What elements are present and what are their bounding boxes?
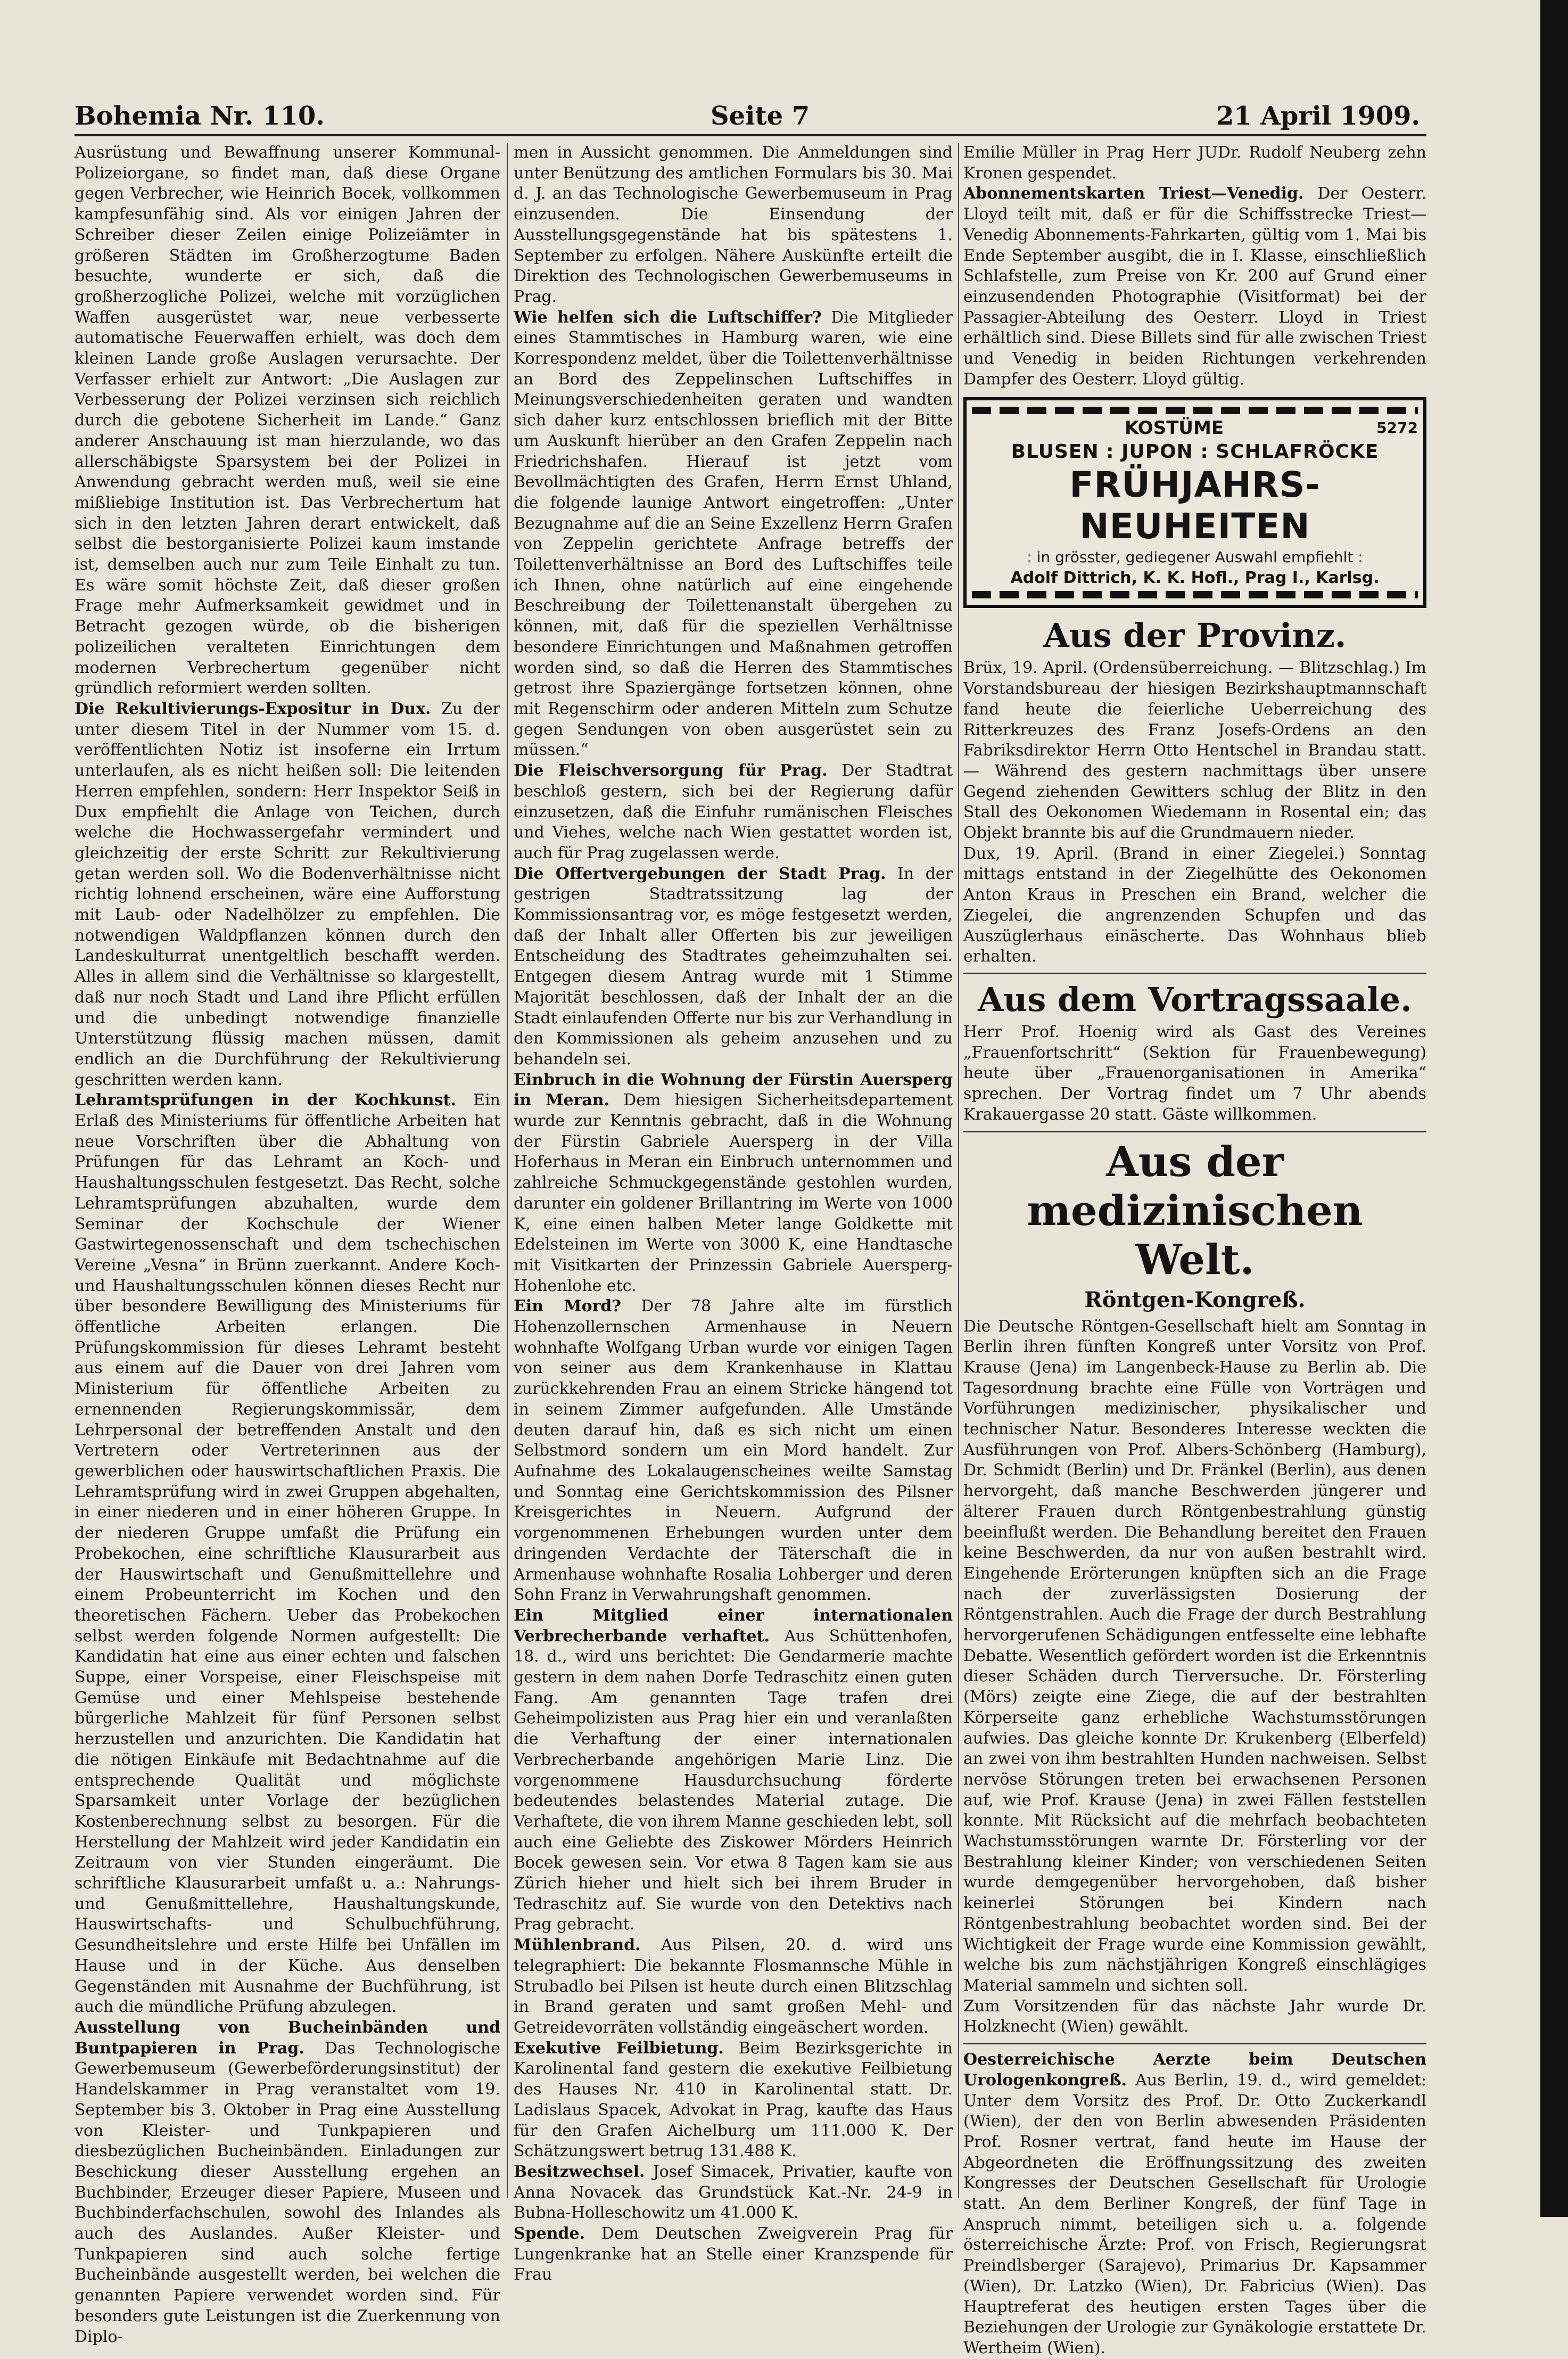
article: [514, 1070, 953, 1297]
article-text: Die Deutsche Röntgen-Gesellschaft hielt am Sonntag in Berlin ihren fünften Kongreß unter Vorsitz von Prof. Krause (Jena) im Langenbeck-Hause zu Berlin ab. Die Tagesordnung brachte eine Fülle von Vorträgen und Vorführungen medizinischer, physikalischer und technischer Natur. Besonderes Interesse weckten die Ausführungen von Prof. Albers-Schönberg (Hamburg), Dr. Schmidt (Berlin) und Dr. Fränkel (Berlin), aus denen hervorgeht, daß manche Beschwerden jüngerer und älterer Frauen durch Röntgenbestrahlung günstig beeinflußt werden. Die Behandlung bereitet den Frauen keine Beschwerden, da nur von außen bestrahlt wird. Eingehende Erörterungen knüpften sich an die Frage nach der zuverlässigsten Dosierung der Röntgenstrahlen. Auch die Frage der durch Bestrahlung hervorgerufenen Schädigungen entfesselte eine lebhafte Debatte. Wesentlich gefördert worden ist die Erkenntnis dieser Schäden durch Tierversuche. Dr. Försterling (Mörs) zeigte eine Ziege, die auf der bestrahlten Körperseite ganz erhebliche Wachstumsstörungen aufwies. Das gleiche konnte Dr. Krukenberg (Elberfeld) an zwei von ihm bestrahlten Hunden nachweisen. Selbst nervöse Störungen treten bei erwachsenen Personen auf, wie Prof. Krause (Jena) in zwei Fällen feststellen konnte. Mit Rücksicht auf die mehrfach beobachteten Wachstumsstörungen warnte Dr. Försterling vor der Bestrahlung kleiner Kinder; von verschiedenen Seiten wurde demgegenüber hervorgehoben, daß bisher keinerlei Störungen bei Kindern nach Röntgenbestrahlung beobachtet worden sind. Bei der Wichtigkeit der Frage wurde eine Kommission gewählt, welche bis zum nächstjährigen Kongreß einschlägiges Material sammeln und sichten soll.: [963, 1317, 1426, 1995]
article-text: Dux, 19. April. (Brand in einer Ziegelei.) Sonntag mittags entstand in der Ziegelhütte des Oekonomen Anton Kraus in Preschen ein Brand, welcher die Ziegelei, die angrenzenden Schupfen und das Auszüglerhaus einäscherte. Das Wohnhaus blieb erhalten.: [963, 844, 1426, 966]
header-date: 21 April 1909.: [1216, 101, 1421, 131]
article: [963, 2050, 1426, 2359]
article: [963, 844, 1426, 967]
article-text: Beim Bezirksgerichte in Karolinental fand gestern die exekutive Feilbietung des Hauses Nr. 410 in Karolinental statt. Dr. Ladislaus Spacek, Advokat in Prag, kaufte das Haus für den Grafen Aichelburg um 111.000 K. Der Schätzungswert betrug 131.488 K.: [514, 2039, 953, 2161]
scan-edge-bar: [1540, 0, 1568, 2217]
column-1: [75, 143, 500, 2346]
column-divider: [958, 143, 959, 2198]
section-heading-vortragssaale: Aus dem Vortragssaale.: [978, 980, 1412, 1019]
column-divider: [507, 143, 508, 2198]
article: [75, 1090, 500, 2018]
article-text: men in Aussicht genommen. Die Anmeldungen sind unter Benützung des amtlichen Formulars bis 30. Mai d. J. an das Technologische Gewerbemuseum in Prag einzusenden. Die Einsendung der Ausstellungsgegenstände hat bis spätestens 1. September zu erfolgen. Nähere Auskünfte erteilt die Direktion des Technologischen Gewerbemuseums in Prag.: [514, 143, 953, 306]
ad-kostueme-text: KOSTÜME: [1124, 417, 1224, 439]
article-heading: Exekutive Feilbietung.: [514, 2039, 724, 2058]
article-heading: Mühlenbrand.: [514, 1936, 641, 1955]
article: [514, 1935, 953, 2039]
article-text: Emilie Müller in Prag Herr JUDr. Rudolf Neuberg zehn Kronen gespendet.: [963, 143, 1426, 183]
article: [514, 1606, 953, 1935]
article-text: Ausrüstung und Bewaffnung unserer Kommunal-Polizeiorgane, so findet man, daß diese Organe gegen Verbrecher, wie Heinrich Bocek, vollkommen kampfesunfähig sind. Als vor einigen Jahren der Schreiber dieser Zeilen einige Polizeiämter in größeren Städten im Großherzogtume Baden besuchte, wunderte er sich, daß die großherzogliche Polizei, welche mit vorzüglichen Waffen ausgerüstet war, neue verbesserte automatische Feuerwaffen erhielt, was doch dem kleinen Lande große Auslagen verursachte. Der Verfasser erhielt zur Antwort: „Die Auslagen zur Verbesserung der Polizei verzinsen sich reichlich durch die gebotene Sicherheit im Lande.“ Ganz anderer Anschauung ist man hierzulande, wo das allerschäbigste Sparsystem bei der Polizei in Anwendung gebracht werden muß, weil sie eine mißliebige Institution ist. Das Verbrechertum hat sich in den letzten Jahren derart entwickelt, daß selbst die bestorganisierte Polizei kaum imstande ist, demselben auch nur zum Teile Einhalt zu tun. Es wäre somit höchste Zeit, daß dieser großen Frage mehr Aufmerksamkeit gewidmet und in Betracht gezogen würde, ob die bisherigen polizeilichen veralteten Einrichtungen dem modernen Verbrechertum gegenüber nicht gründlich reformiert werden sollten.: [75, 143, 500, 698]
article-text: Zu der unter diesem Titel in der Nummer vom 15. d. veröffentlichten Notiz ist insoferne ein Irrtum unterlaufen, als es nicht heißen soll: Die leitenden Herren empfehlen, sondern: Herr Inspektor Seiß in Dux empfiehlt die Anlage von Teichen, durch welche die Hochwassergefahr vermindert und gleichzeitig der erste Schritt zur Rekultivierung getan werden soll. Wo die Bodenverhältnisse nicht richtig lohnend erscheinen, wäre eine Aufforstung mit Laub- oder Nadelhölzer zu empfehlen. Die notwendigen Waldpflanzen können durch den Landeskulturrat unentgeltlich beschafft werden. Alles in allem sind die Verhältnisse so klargestellt, daß nur noch Stadt und Land ihre Pflicht erfüllen und die unbedingt notwendige finanzielle Unterstützung flüssig machen müssen, damit endlich an die Durchführung der Rekultivierung geschritten werden kann.: [75, 699, 500, 1089]
advertisement: [963, 397, 1426, 608]
article-text: Dem hiesigen Sicherheitsdepartement wurde zur Kenntnis gebracht, daß in die Wohnung der Fürstin Gabriele Auersperg in der Villa Hoferhaus in Meran ein Einbruch unternommen und zahlreiche Schmuckgegenstände gestohlen wurden, darunter ein goldener Brillantring im Werte von 1000 K, eine einen halben Meter lange Goldkette mit Edelsteinen im Werte von 3000 K, eine Handtasche mit Visitkarten der Prinzessin Gabriele Auersperg-Hohenlohe etc.: [514, 1091, 953, 1295]
article-text: Aus Berlin, 19. d., wird gemeldet: Unter dem Vorsitz des Prof. Dr. Otto Zuckerkandl (Wien), der den von Berlin abwesenden Präsidenten Prof. Rosner vertrat, fand heute im Hause der Abgeordneten die Eröffnungssitzung des zweiten Kongresses der Deutschen Gesellschaft für Urologie statt. An dem Berliner Kongreß, der fünf Tage in Anspruch nimmt, beteiligen sich u. a. folgende österreichische Ärzte: Prof. von Frisch, Regierungsrat Preindlsberger (Sarajevo), Primarius Dr. Kapsammer (Wien), Dr. Latzko (Wien), Dr. Fabricius (Wien). Das Hauptreferat des heutigen ersten Tages über die Beziehungen der Urologie zur Gynäkologie erstattete Dr. Wertheim (Wien).: [963, 2070, 1426, 2357]
ad-dash-border: [972, 407, 1418, 414]
ad-number: 5272: [1376, 419, 1418, 437]
article-text: Der 78 Jahre alte im fürstlich Hohenzollernschen Armenhause in Neuern wohnhafte Wolfgang Urban wurde vor einigen Tagen von seiner aus dem Krankenhause in Klattau zurückkehrenden Frau an einem Stricke hängend tot in seinem Zimmer aufgefunden. Alle Umstände deuten darauf hin, daß es sich nicht um einen Selbstmord sondern um ein Mord handelt. Zur Aufnahme des Lokalaugenscheines weilte Samstag und Sonntag eine Gerichtskommission des Pilsner Kreisgerichtes in Neuern. Aufgrund der vorgenommenen Erhebungen wurden unter dem dringenden Verdachte der Täterschaft die in Armenhause wohnhafte Rosalia Lohberger und deren Sohn Franz in Verwahrungshaft genommen.: [514, 1297, 953, 1605]
article: [514, 308, 953, 761]
article-body: [75, 143, 500, 699]
ad-tagline: : in grösster, gediegener Auswahl empfiehlt :: [1027, 548, 1363, 566]
article: [514, 2224, 953, 2286]
article-text: Das Technologische Gewerbemuseum (Gewerbeförderungsinstitut) der Handelskammer in Prag veranstaltet vom 19. September bis 3. Oktober in Prag eine Ausstellung von Kleister- und Tunkpapieren und diesbezüglichen Bucheinbänden. Einladungen zur Beschickung dieser Ausstellung ergehen an Buchbinder, Erzeuger dieser Papiere, Museen und Buchbinderfachschulen, sowohl des Inlandes als auch des Auslandes. Außer Kleister- und Tunkpapieren sind auch solche fertige Bucheinbände ausgestellt werden, bei welchen die genannten Papiere verwendet worden sind. Für besonders gute Leistungen ist die Zuerkennung von Diplo-: [75, 2039, 500, 2346]
article-text: Dem Deutschen Zweigverein Prag für Lungenkranke hat an Stelle einer Kranzspende für Frau: [514, 2224, 953, 2284]
article-body: [514, 143, 953, 308]
article-heading: Oesterreichische Aerzte beim Deutschen Urologenkongreß.: [963, 2050, 1426, 2090]
article-text: Der Stadtrat beschloß gestern, sich bei der Regierung dafür einzusetzen, daß die Einfuhr rumänischen Fleisches und Viehes, welche nach Wien gestattet worden ist, auch für Prag zugelassen werde.: [514, 761, 953, 862]
article-text: Herr Prof. Hoenig wird als Gast des Vereines „Frauenfortschritt“ (Sektion für Frauenbewegung) heute über „Frauenorganisationen in Amerika“ sprechen. Der Vortrag findet um 7 Uhr abends Krakauergasse 20 statt. Gäste willkommen.: [963, 1022, 1426, 1124]
article-text: In der gestrigen Stadtratssitzung lag der Kommissionsantrag vor, es möge festgesetzt werden, daß der Inhalt aller Offerten bis zur jeweiligen Entscheidung des Stadtrates geheimzuhalten sei. Entgegen diesem Antrag wurde mit 1 Stimme Majorität beschlossen, daß der Inhalt der an die Stadt einlaufenden Offerte nur bis zur Verhandlung in den Kommissionen als geheim anzusehen und zu behandeln sei.: [514, 864, 953, 1068]
article: [514, 2039, 953, 2162]
article-text: Josef Simacek, Privatier, kaufte von Anna Novacek das Grundstück Kat.-Nr. 24-9 in Bubna-Holleschowitz um 41.000 K.: [514, 2162, 953, 2223]
article-heading: Ein Mord?: [514, 1297, 621, 1316]
article-body: [963, 143, 1426, 184]
header-rule: [75, 134, 1426, 136]
ad-line-blusen: BLUSEN : JUPON : SCHLAFRÖCKE: [1011, 441, 1379, 463]
subsection-heading: Röntgen-Kongreß.: [1084, 1287, 1306, 1312]
article: [963, 658, 1426, 843]
header-page-number: Seite 7: [711, 101, 810, 131]
article: [963, 1996, 1426, 2037]
article-text: Aus Pilsen, 20. d. wird uns telegraphiert: Die bekannte Flosmannsche Mühle in Strubadlo bei Pilsen ist heute durch einen Blitzschlag in Brand geraten und samt großen Mehl- und Getreidevorräten vollständig eingeäschert worden.: [514, 1936, 953, 2037]
article-heading: Besitzwechsel.: [514, 2162, 645, 2181]
article-heading: Die Offertvergebungen der Stadt Prag.: [514, 864, 886, 883]
column-3: [963, 143, 1426, 2357]
article: [963, 184, 1426, 390]
article-text: Der Oesterr. Lloyd teilt mit, daß er für die Schiffsstrecke Triest—Venedig Abonnements-Fahrkarten, gültig vom 1. Mai bis Ende September ausgibt, die in I. Klasse, einschließlich Schlafstelle, zum Preise von Kr. 200 auf Grund einer einzusendenden Photographie (Visitformat) bei der Passagier-Abteilung des Oesterr. Lloyd in Triest erhältlich sind. Diese Billets sind für alle zwischen Triest und Venedig in beiden Richtungen verkehrenden Dampfer des Oesterr. Lloyd gültig.: [963, 184, 1426, 389]
section-heading-provinz: Aus der Provinz.: [1043, 616, 1347, 655]
article: [514, 2162, 953, 2224]
section-rule: [963, 1131, 1426, 1132]
article-heading: Ausstellung von Bucheinbänden und Buntpapieren in Prag.: [75, 2018, 500, 2058]
article-heading: Wie helfen sich die Luftschiffer?: [514, 308, 822, 327]
article: [963, 1022, 1426, 1125]
section-heading-medizin: Aus der medizinischen Welt.: [1027, 1137, 1363, 1284]
article-heading: Ein Mitglied einer internationalen Verbrecherbande verhaftet.: [514, 1606, 953, 1646]
article: [75, 699, 500, 1090]
article-heading: Die Rekultivierungs-Expositur in Dux.: [75, 699, 431, 718]
article-heading: Abonnementskarten Triest—Venedig.: [963, 184, 1304, 203]
article-heading: Die Fleischversorgung für Prag.: [514, 761, 828, 780]
article-heading: Einbruch in die Wohnung der Fürstin Auersperg in Meran.: [514, 1070, 953, 1110]
section-rule: [963, 2043, 1426, 2044]
article: [963, 1317, 1426, 1996]
article-text: Die Mitglieder eines Stammtisches in Hamburg waren, wie eine Korrespondenz meldet, über die Toilettenverhältnisse an Bord des Zeppelinschen Luftschiffes in Meinungsverschiedenheiten geraten und wandten sich daher kurz entschlossen brieflich mit der Bitte um Auskunft hierüber an den Grafen Zeppelin nach Friedrichshafen. Hierauf ist jetzt vom Bevollmächtigten des Grafen, Herrn Ernst Uhland, die folgende launige Antwort eingetroffen: „Unter Bezugnahme auf die an Seine Exzellenz Herrn Grafen von Zeppelin gerichtete Anfrage betreffs der Toilettenverhältnisse an Bord des Luftschiffes teile ich Ihnen, ohne natürlich auf eine eingehende Beschreibung der Toilettenanstalt übergehen zu können, mit, daß für die speziellen Verhältnisse besondere Einrichtungen und Maßnahmen getroffen worden sind, so daß die Herren des Stammtisches getrost ihre Spaziergänge fortsetzen können, ohne mit Regenschirm oder anderen Mitteln zum Schutze gegen Sendungen von oben ausgerüstet sein zu müssen.“: [514, 308, 953, 760]
ad-dash-border: [972, 591, 1418, 598]
header-issue: Bohemia Nr. 110.: [75, 101, 325, 131]
article: [514, 761, 953, 864]
column-2: [514, 143, 953, 2284]
ad-headline: FRÜHJAHRS-NEUHEITEN: [1069, 464, 1321, 547]
article: [514, 1296, 953, 1606]
article-text: Zum Vorsitzenden für das nächste Jahr wurde Dr. Holzknecht (Wien) gewählt.: [963, 1996, 1426, 2036]
section-rule: [963, 973, 1426, 974]
article: [514, 864, 953, 1070]
article-text: Ein Erlaß des Ministeriums für öffentliche Arbeiten hat neue Vorschriften über die Abhaltung von Prüfungen für das Lehramt an Koch- und Haushaltungsschulen festgesetzt. Das Recht, solche Lehramtsprüfungen abzuhalten, wurde dem Seminar der Kochschule der Wiener Gastwirtegenossenschaft und dem tschechischen Vereine „Vesna“ in Brünn zuerkannt. Andere Koch- und Haushaltungsschulen können dieses Recht nur über besondere Bewilligung des Ministeriums für öffentliche Arbeiten erlangen. Die Prüfungskommission für dieses Lehramt besteht aus einem auf die Dauer von drei Jahren vom Ministerium für öffentliche Arbeiten zu ernennenden Regierungskommissär, dem Lehrpersonal der betreffenden Anstalt und den Vertretern oder Vertreterinnen aus der gewerblichen oder hauswirtschaftlichen Praxis. Die Lehramtsprüfung wird in zwei Gruppen abgehalten, in einer niederen und in einer höheren Gruppe. In der niederen Gruppe umfaßt die Prüfung ein Probekochen, eine schriftliche Klausurarbeit aus der Hauswirtschaft und Genußmittellehre und einem Probeunterricht im Kochen und den theoretischen Fächern. Ueber das Probekochen selbst werden folgende Normen aufgestellt: Die Kandidatin hat eine aus einer echten und falschen Suppe, einer Vorspeise, einer Fleischspeise mit Gemüse und einer Mehlspeise bestehende bürgerliche Mahlzeit für fünf Personen selbst herzustellen und anzurichten. Die Kandidatin hat die nötigen Einkäufe mit Bedachtnahme auf die entsprechende Qualität und möglichste Sparsamkeit unter Vorlage der bezüglichen Kostenberechnung selbst zu besorgen. Für die Herstellung der Mahlzeit wird jeder Kandidatin ein Zeitraum von vier Stunden eingeräumt. Die schriftliche Klausurarbeit umfaßt u. a.: Nahrungs- und Genußmittellehre, Haushaltungskunde, Hauswirtschafts- und Schulbuchführung, Gesundheitslehre und erste Hilfe bei Unfällen im Hause und in der Küche. Aus denselben Gegenständen mit Ausnahme der Buchführung, ist auch die mündliche Prüfung abzulegen.: [75, 1091, 500, 2017]
article-heading: Lehramtsprüfungen in der Kochkunst.: [75, 1091, 456, 1110]
ad-line-kostueme: [972, 416, 1418, 440]
article-heading: Spende.: [514, 2224, 585, 2243]
ad-merchant: Adolf Dittrich, K. K. Hofl., Prag I., Karlsg.: [1010, 569, 1380, 588]
article-text: Brüx, 19. April. (Ordensüberreichung. — Blitzschlag.) Im Vorstandsbureau der hiesigen Bezirkshauptmannschaft fand heute die feierliche Ueberreichung des Ritterkreuzes des Franz Josefs-Ordens an den Fabriksdirektor Herrn Otto Hentschel in Brandau statt. — Während des gestern nachmittags über unsere Gegend ziehenden Gewitters schlug der Blitz in den Stall des Oekonomen Wiedemann in Rosental ein; das Objekt brannte bis auf die Grundmauern nieder.: [963, 659, 1426, 843]
article: [75, 2018, 500, 2347]
article-text: Aus Schüttenhofen, 18. d., wird uns berichtet: Die Gendarmerie machte gestern in dem nahen Dorfe Tedraschitz einen guten Fang. Am genannten Tage trafen drei Geheimpolizisten aus Prag hier ein und veranlaßten die Verhaftung der einer internationalen Verbrecherbande angehörigen Marie Linz. Die vorgenommene Hausdurchsuchung förderte bedeutendes belastendes Material zutage. Die Verhaftete, die von ihrem Manne geschieden lebt, soll auch eine Geliebte des Ziskower Mörders Heinrich Bocek gewesen sein. Vor etwa 8 Tagen kam sie aus Zürich hieher und hielt sich bei ihrem Bruder in Tedraschitz auf. Sie wurde von den Detektivs nach Prag gebracht.: [514, 1626, 953, 1934]
